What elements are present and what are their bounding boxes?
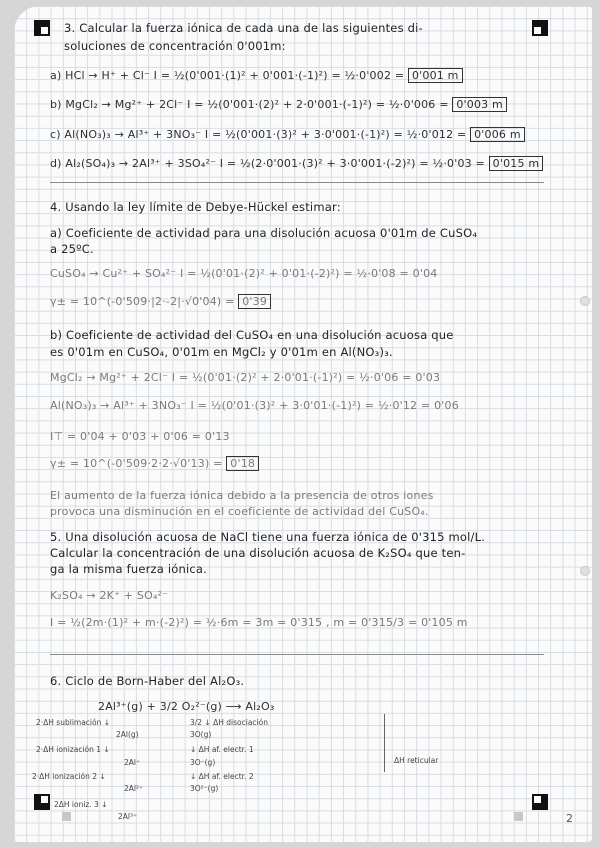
corner-marker-icon <box>34 794 50 810</box>
q4-b-line1: b) Coeficiente de actividad del CuSO₄ en una disolución acuosa que <box>50 328 454 342</box>
divider <box>50 182 544 183</box>
q3-title: 3. Calcular la fuerza iónica de cada una de las siguientes di- <box>64 21 423 35</box>
q4-title: 4. Usando la ley límite de Debye-Hückel estimar: <box>50 200 341 214</box>
page-number: 2 <box>566 812 573 825</box>
q6-al-3plus: 2Al³⁺ <box>118 812 137 821</box>
q4-a-line1: a) Coeficiente de actividad para una disolución acuosa 0'01m de CuSO₄ <box>50 226 478 240</box>
q4-b-total: I⊤ = 0'04 + 0'03 + 0'06 = 0'13 <box>50 430 230 443</box>
q3-c-result: 0'006 m <box>470 127 525 142</box>
q4-a-result: 0'39 <box>238 294 271 309</box>
q4-a-line2: a 25ºC. <box>50 242 94 256</box>
q6-electron-affinity-1: ↓ ΔH af. electr. 1 <box>190 745 254 754</box>
q6-o-2minus: 3O²⁻(g) <box>190 784 219 793</box>
corner-marker-icon <box>532 794 548 810</box>
q4-a-gamma <box>50 294 271 309</box>
q6-o-gas: 3O(g) <box>190 730 212 739</box>
q5-dissociation: K₂SO₄ → 2K⁺ + SO₄²⁻ <box>50 589 169 602</box>
q5-title-line1: 5. Una disolución acuosa de NaCl tiene una fuerza iónica de 0'315 mol/L. <box>50 530 486 544</box>
corner-marker-icon <box>34 20 50 36</box>
corner-marker-icon <box>532 20 548 36</box>
q4-b-gamma-text: γ± = 10^(-0'509·2·2·√0'13) = <box>50 457 223 470</box>
q3-a <box>50 68 463 83</box>
q6-lattice-enthalpy: ΔH reticular <box>394 756 439 765</box>
q4-b-result: 0'18 <box>226 456 259 471</box>
q4-a-gamma-text: γ± = 10^(-0'509·|2·-2|·√0'04) = <box>50 295 235 308</box>
q6-al-2plus: 2Al²⁺ <box>124 784 143 793</box>
grey-square-icon <box>514 812 523 821</box>
q6-o-minus: 3O⁻(g) <box>190 758 216 767</box>
q4-b-alno3: Al(NO₃)₃ → Al³⁺ + 3NO₃⁻ I = ½(0'01·(3)² + 3·0'01·(-1)²) = ½·0'12 = 0'06 <box>50 399 459 412</box>
q4-conclusion-line2: provoca una disminución en el coeficiente de actividad del CuSO₄. <box>50 505 429 518</box>
q3-d-text: d) Al₂(SO₄)₃ → 2Al³⁺ + 3SO₄²⁻ I = ½(2·0'001·(3)² + 3·0'001·(-2)²) = ½·0'03 = <box>50 157 485 170</box>
q3-c <box>50 127 525 142</box>
q3-a-text: a) HCl → H⁺ + Cl⁻ I = ½(0'001·(1)² + 0'001·(-1)²) = ½·0'002 = <box>50 69 405 82</box>
lattice-arrow <box>384 714 385 772</box>
q6-sublimation: 2·ΔH sublimación ↓ <box>36 718 111 727</box>
grey-square-icon <box>62 812 71 821</box>
q6-ionization-1: 2·ΔH ionización 1 ↓ <box>36 745 110 754</box>
binder-hole-icon <box>580 566 590 576</box>
q3-c-text: c) Al(NO₃)₃ → Al³⁺ + 3NO₃⁻ I = ½(0'001·(3)² + 3·0'001·(-1)²) = ½·0'012 = <box>50 128 467 141</box>
binder-hole-icon <box>580 296 590 306</box>
divider <box>50 654 544 655</box>
q3-d <box>50 156 543 171</box>
q5-title-line3: ga la misma fuerza iónica. <box>50 562 208 576</box>
q6-al-gas: 2Al(g) <box>116 730 139 739</box>
q3-a-result: 0'001 m <box>408 68 463 83</box>
q3-title-cont: soluciones de concentración 0'001m: <box>64 39 286 53</box>
q5-title-line2: Calcular la concentración de una disolución acuosa de K₂SO₄ que ten- <box>50 546 466 560</box>
q5-ionic-strength: I = ½(2m·(1)² + m·(-2)²) = ½·6m = 3m = 0'315 , m = 0'315/3 = 0'105 m <box>50 616 468 629</box>
q6-al-plus: 2Al⁺ <box>124 758 140 767</box>
q4-a-equation: CuSO₄ → Cu²⁺ + SO₄²⁻ I = ½(0'01·(2)² + 0'01·(-2)²) = ½·0'08 = 0'04 <box>50 267 438 280</box>
q6-electron-affinity-2: ↓ ΔH af. electr. 2 <box>190 772 254 781</box>
q6-ionization-3: 2ΔH ioniz. 3 ↓ <box>54 800 108 809</box>
q6-dissociation: 3/2 ↓ ΔH disociación <box>190 718 268 727</box>
notebook-page <box>14 6 592 842</box>
q6-title: 6. Ciclo de Born-Haber del Al₂O₃. <box>50 674 245 688</box>
q3-b-result: 0'003 m <box>452 97 507 112</box>
q3-d-result: 0'015 m <box>489 156 544 171</box>
q6-top-row: 2Al³⁺(g) + 3/2 O₂²⁻(g) ⟶ Al₂O₃ <box>98 700 275 713</box>
q6-ionization-2: 2·ΔH ionización 2 ↓ <box>32 772 106 781</box>
q4-b-line2: es 0'01m en CuSO₄, 0'01m en MgCl₂ y 0'01m en Al(NO₃)₃. <box>50 345 393 359</box>
q4-b-mgcl2: MgCl₂ → Mg²⁺ + 2Cl⁻ I = ½(0'01·(2)² + 2·0'01·(-1)²) = ½·0'06 = 0'03 <box>50 371 441 384</box>
q3-b <box>50 97 507 112</box>
q4-conclusion-line1: El aumento de la fuerza iónica debido a la presencia de otros iones <box>50 489 434 502</box>
q4-b-gamma <box>50 456 259 471</box>
q3-b-text: b) MgCl₂ → Mg²⁺ + 2Cl⁻ I = ½(0'001·(2)² + 2·0'001·(-1)²) = ½·0'006 = <box>50 98 449 111</box>
